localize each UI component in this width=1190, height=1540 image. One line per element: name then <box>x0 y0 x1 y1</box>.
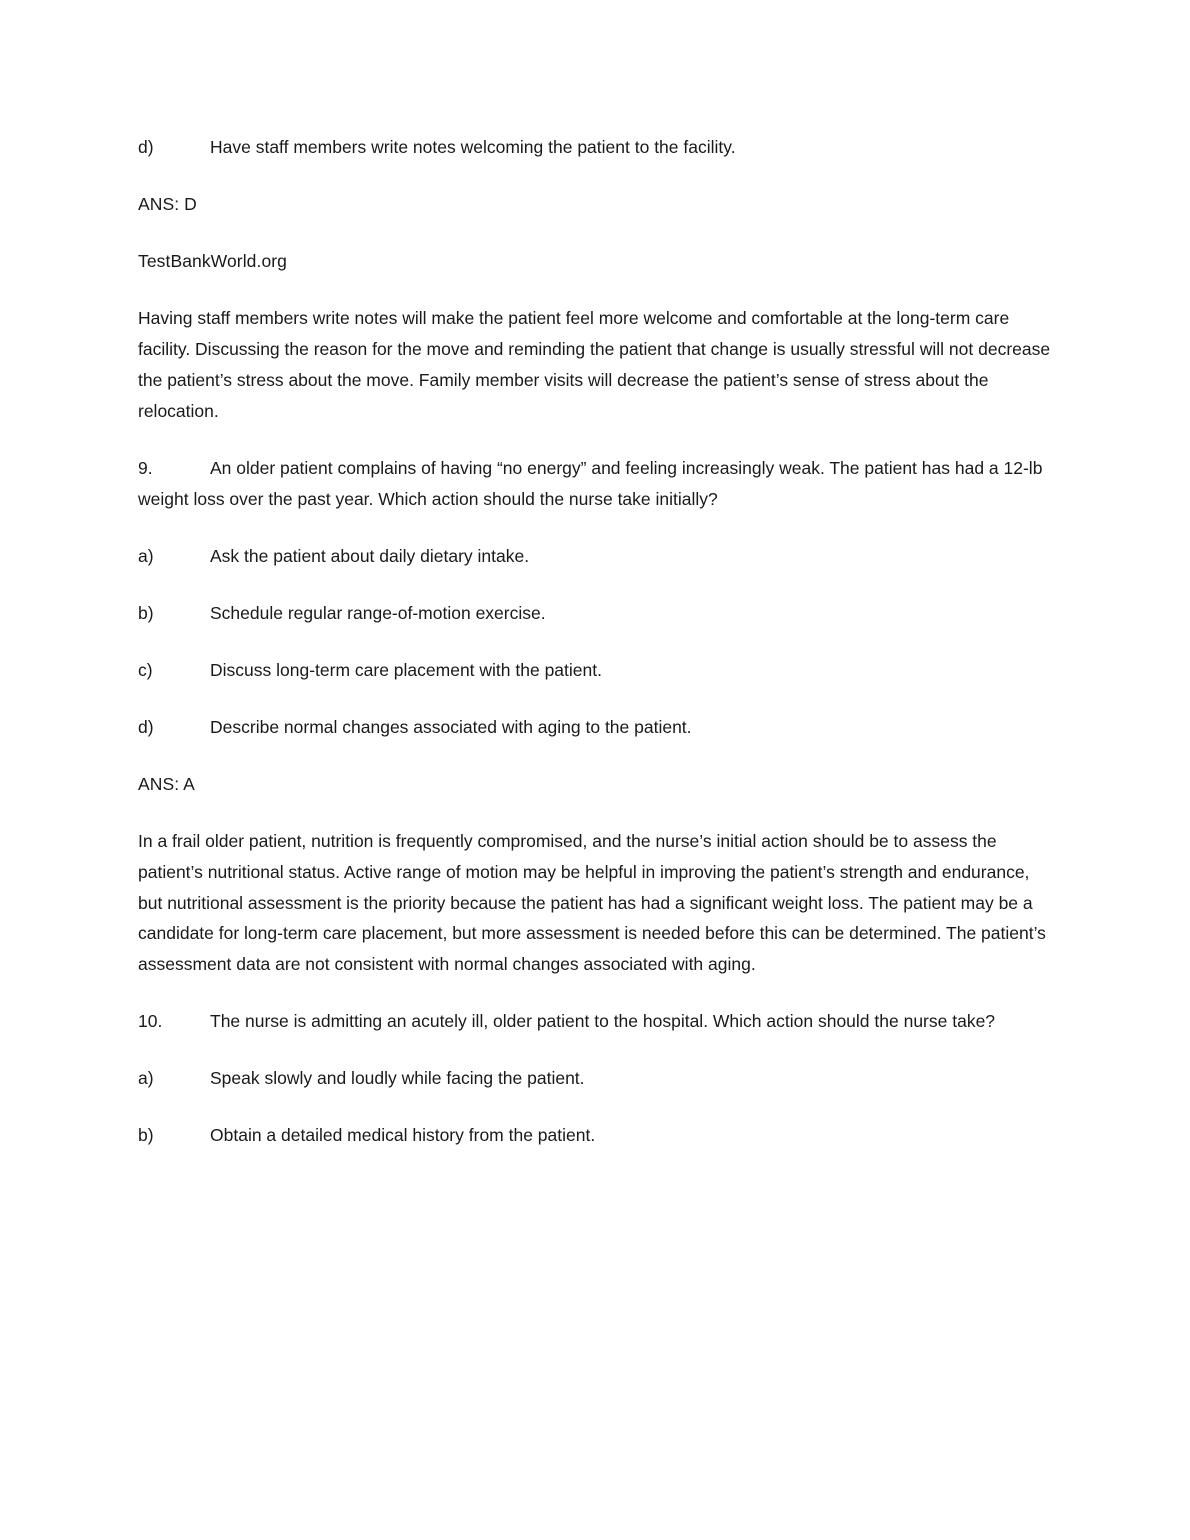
question-9 <box>138 453 1052 515</box>
option-text: Schedule regular range-of-motion exercise. <box>210 602 546 623</box>
option-text: Ask the patient about daily dietary intake. <box>210 545 530 566</box>
watermark-text: TestBankWorld.org <box>138 250 288 271</box>
option-item <box>138 598 1052 629</box>
option-text: Have staff members write notes welcoming the patient to the facility. <box>210 137 736 157</box>
option-text: Speak slowly and loudly while facing the patient. <box>210 1068 585 1089</box>
option-text: Describe normal changes associated with aging to the patient. <box>210 716 692 737</box>
rationale-9: In a frail older patient, nutrition is frequently compromised, and the nurse’s initial action should be to assess the patient’s nutritional status. Active range of motion may be helpful in improving the patient’s strength and endurance, but nutritional assessment is the priority because the patient has had a significant weight loss. The patient may be a candidate for long-term care placement, but more assessment is needed before this can be determined. The patient’s assessment data are not consistent with normal changes associated with aging. <box>138 830 1046 975</box>
question-10 <box>138 1006 1052 1037</box>
option-text: Discuss long-term care placement with the patient. <box>210 659 602 680</box>
option-item <box>138 1120 1052 1151</box>
option-marker: d) <box>138 716 154 737</box>
option-item <box>138 712 1052 743</box>
answer-key-9: ANS: A <box>138 773 195 794</box>
option-text: Obtain a detailed medical history from the patient. <box>210 1125 596 1146</box>
answer-key-8: ANS: D <box>138 193 197 214</box>
option-item <box>138 541 1052 572</box>
rationale-8: Having staff members write notes will make the patient feel more welcome and comfortable at the long-term care facility. Discussing the reason for the move and reminding the patient that change is usually stressful will not decrease the patient’s stress about the move. Family member visits will decrease the patient’s sense of stress about the relocation. <box>138 307 1051 421</box>
option-marker: b) <box>138 602 154 623</box>
question-text: The nurse is admitting an acutely ill, older patient to the hospital. Which action should the nurse take? <box>210 1011 996 1032</box>
option-item <box>138 132 1052 163</box>
question-text: An older patient complains of having “no energy” and feeling increasingly weak. The patient has had a 12-lb weight loss over the past year. Which action should the nurse take initially? <box>138 457 1043 509</box>
option-marker: d) <box>138 137 154 157</box>
question-marker: 9. <box>138 457 153 478</box>
option-marker: b) <box>138 1125 154 1146</box>
option-marker: c) <box>138 659 153 680</box>
option-marker: a) <box>138 1068 154 1089</box>
question-marker: 10. <box>138 1011 163 1032</box>
option-item <box>138 1063 1052 1094</box>
option-item <box>138 655 1052 686</box>
option-marker: a) <box>138 545 154 566</box>
